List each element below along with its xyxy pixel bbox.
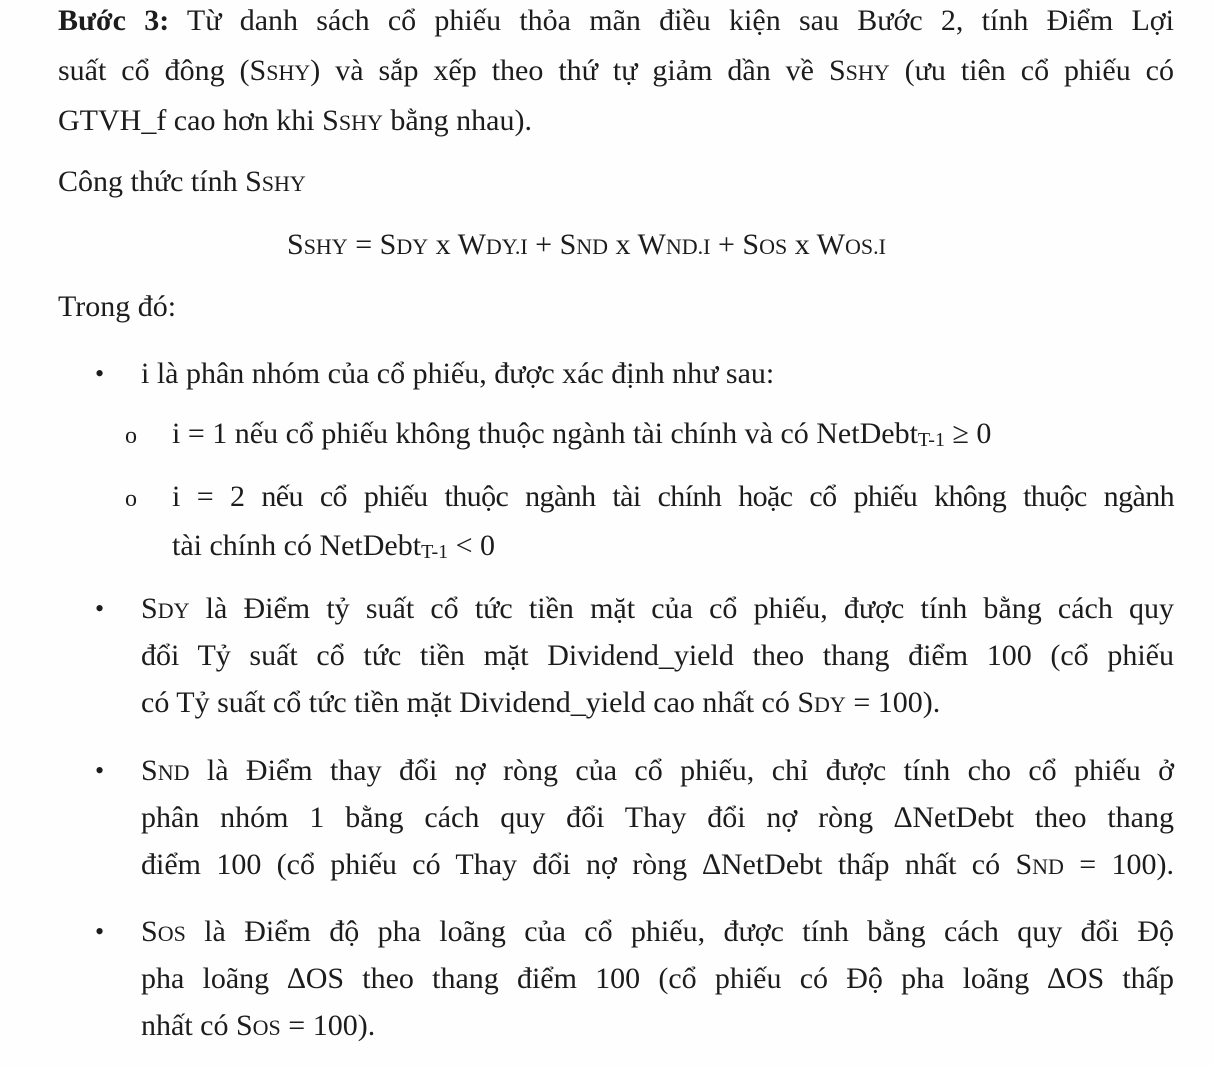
bullet-2-line-3: có Tỷ suất cổ tức tiền mặt Dividend_yield cao nhất có SDY = 100). bbox=[141, 686, 941, 719]
step-line-2: suất cổ đông (SSHY) và sắp xếp theo thứ tự giảm dần về SSHY (ưu tiên cổ phiếu có bbox=[58, 54, 1174, 87]
sub-bullet-1-text: i = 1 nếu cổ phiếu không thuộc ngành tài chính và có NetDebtT-1 ≥ 0 bbox=[172, 417, 992, 451]
bullet-1-text: i là phân nhóm của cổ phiếu, được xác định như sau: bbox=[141, 357, 775, 390]
step-line-3: GTVH_f cao hơn khi SSHY bằng nhau). bbox=[58, 104, 532, 137]
bullet-dot-1: • bbox=[95, 359, 105, 388]
bullet-2-line-1: SDY là Điểm tỷ suất cổ tức tiền mặt của cổ phiếu, được tính bằng cách quy bbox=[141, 592, 1174, 625]
bullet-4-line-1: SOS là Điểm độ pha loãng của cổ phiếu, được tính bằng cách quy đổi Độ bbox=[141, 915, 1174, 948]
step-text: Từ danh sách cổ phiếu thỏa mãn điều kiện sau Bước 2, tính Điểm Lợi bbox=[186, 4, 1174, 37]
step-line-1 bbox=[58, 1, 1174, 41]
formula-intro: Công thức tính SSHY bbox=[58, 165, 306, 198]
sub-bullet-circle-2: o bbox=[125, 486, 137, 512]
bullet-3-line-3: điểm 100 (cổ phiếu có Thay đổi nợ ròng ∆NetDebt thấp nhất có SND = 100). bbox=[141, 848, 1174, 881]
bullet-dot-3: • bbox=[95, 756, 105, 785]
bullet-dot-4: • bbox=[95, 917, 105, 946]
bullet-4-line-3: nhất có SOS = 100). bbox=[141, 1009, 376, 1042]
sub-bullet-2-line-2: tài chính có NetDebtT-1 < 0 bbox=[172, 529, 496, 563]
bullet-3-line-1: SND là Điểm thay đổi nợ ròng của cổ phiếu, chỉ được tính cho cổ phiếu ở bbox=[141, 754, 1174, 787]
bullet-2-line-2: đổi Tỷ suất cổ tức tiền mặt Dividend_yield theo thang điểm 100 (cổ phiếu bbox=[141, 639, 1174, 672]
sub-bullet-2-line-1: i = 2 nếu cổ phiếu thuộc ngành tài chính hoặc cổ phiếu không thuộc ngành bbox=[172, 480, 1174, 513]
step-heading: Bước 3: bbox=[58, 4, 170, 37]
formula: SSHY = SDY x WDY.I + SND x WND.I + SOS x WOS.I bbox=[287, 228, 886, 261]
where-label: Trong đó: bbox=[58, 290, 177, 323]
bullet-4-line-2: pha loãng ∆OS theo thang điểm 100 (cổ phiếu có Độ pha loãng ∆OS thấp bbox=[141, 962, 1174, 995]
bullet-dot-2: • bbox=[95, 594, 105, 623]
bullet-3-line-2: phân nhóm 1 bằng cách quy đổi Thay đổi nợ ròng ∆NetDebt theo thang bbox=[141, 801, 1174, 834]
sub-bullet-circle-1: o bbox=[125, 423, 137, 449]
